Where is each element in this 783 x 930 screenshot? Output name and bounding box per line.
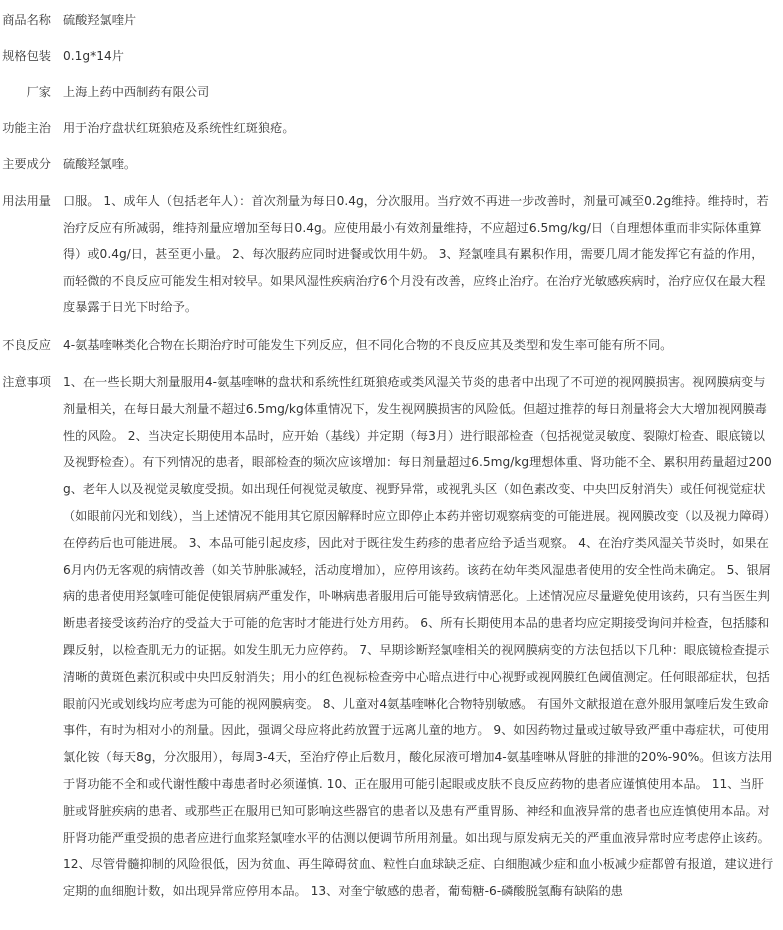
field-label: 主要成分	[2, 157, 51, 171]
product-notes: 1、在一些长期大剂量服用4-氨基喹啉的盘状和系统性红斑狼疮或类风湿关节炎的患者中出现了不可逆的视网膜损害。视网膜病变与剂量相关，在每日最大剂量不超过6.5mg/kg体重情况下，发生视网膜损害的风险低。但超过推荐的每日剂量将会大大增加视网膜毒性的风险。 2、当决定长期使用本品时，应开始（基线）并定期（每3月）进行眼部检查（包括视觉灵敏度、裂隙灯检查、眼底镜以及视野检查）。有下列情况的患者，眼部检查的频次应该增加：每日剂量超过6.5mg/kg理想体重、肾功能不全、累积用药量超过200g、老年人以及视觉灵敏度受损。如出现任何视觉灵敏度、视野异常，或视乳头区（如色素改变、中央凹反射消失）或任何视觉症状（如眼前闪光和划线），当上述情况不能用其它原因解释时应立即停止本药并密切观察病变的可能进展。视网膜改变（以及视力障碍）在停药后也可能进展。 3、本品可能引起皮疹，因此对于既往发生药疹的患者应给予适当观察。 4、在治疗类风湿关节炎时，如果在6月内仍无客观的病情改善（如关节肿胀减轻，活动度增加），应停用该药。该药在幼年类风湿患者使用的安全性尚未确定。 5、银屑病的患者使用羟氯喹可能促使银屑病严重发作，卟啉病患者服用后可能导致病情恶化。上述情况应尽量避免使用该药，只有当医生判断患者接受该药治疗的受益大于可能的危害时才能进行处方用药。 6、所有长期使用本品的患者均应定期接受询问并检查，包括膝和踝反射，以检查肌无力的证据。如发生肌无力应停药。 7、早期诊断羟氯喹相关的视网膜病变的方法包括以下几种：眼底镜检查提示清晰的黄斑色素沉积或中央凹反射消失；用小的红色视标检查旁中心暗点进行中心视野或视网膜红色阈值测定。任何眼部症状，包括眼前闪光或划线均应考虑为可能的视网膜病变。 8、儿童对4氨基喹啉化合物特别敏感。 有国外文献报道在意外服用氯喹后发生致命事件，有时为相对小的剂量。因此，强调父母应将此药放置于远离儿童的地方。 9、如因药物过量或过敏导致严重中毒症状，可使用氯化铵（每天8g，分次服用），每周3-4天，至治疗停止后数月，酸化尿液可增加4-氨基喹啉从肾脏的排泄的20%-90%。但该方法用于肾功能不全和或代谢性酸中毒患者时必须谨慎. 10、正在服用可能引起眼或皮肤不良反应药物的患者应谨慎使用本品。 11、当肝脏或肾脏疾病的患者、或那些正在服用已知可影响这些器官的患者以及患有严重胃肠、神经和血液异常的患者也应连慎使用本品。对肝肾功能严重受损的患者应进行血浆羟氯喹水平的估测以便调节所用剂量。如出现与原发病无关的严重血液异常时应考虑停止该药。 12、尽管骨髓抑制的风险很低，因为贫血、再生障碍贫血、粒性白血球缺乏症、白细胞减少症和血小板减少症都曾有报道，建议进行定期的血细胞计数，如出现异常应停用本品。 13、对奎宁敏感的患者，葡萄糖-6-磷酸脱氢酶有缺陷的患	[63, 374, 774, 899]
field-row-notes	[0, 369, 783, 905]
field-label: 厂家	[26, 85, 51, 99]
product-ingredient: 硫酸羟氯喹。	[63, 157, 137, 171]
field-row-name	[0, 8, 783, 32]
field-row-adverse	[0, 333, 783, 357]
field-label: 规格包装	[2, 49, 51, 63]
product-adverse: 4-氨基喹啉类化合物在长期治疗时可能发生下列反应，但不同化合物的不良反应其及类型和发生率可能有所不同。	[63, 337, 673, 352]
product-maker: 上海上药中西制药有限公司	[63, 85, 210, 99]
field-label: 用法用量	[2, 194, 51, 208]
field-row-spec	[0, 44, 783, 68]
field-row-maker	[0, 80, 783, 104]
field-label: 不良反应	[2, 337, 51, 352]
product-dosage: 口服。 1、成年人（包括老年人）：首次剂量为每日0.4g，分次服用。当疗效不再进一步改善时，剂量可减至0.2g维持。维持时，若治疗反应有所减弱，维持剂量应增加至每日0.4g。应使用最小有效剂量维持，不应超过6.5mg/kg/日（自理想体重而非实际体重算得）或0.4g/日，甚至更小量。 2、每次服药应同时进餐或饮用牛奶。 3、羟氯喹具有累积作用，需要几周才能发挥它有益的作用，而轻微的不良反应可能发生相对较早。如果风湿性疾病治疗6个月没有改善，应终止治疗。在治疗光敏感疾病时，治疗应仅在最大程度暴露于日光下时给予。	[63, 194, 769, 315]
field-label: 商品名称	[2, 13, 51, 27]
product-indication: 用于治疗盘状红斑狼疮及系统性红斑狼疮。	[63, 121, 295, 135]
field-row-dosage	[0, 188, 783, 321]
field-row-indication	[0, 116, 783, 140]
field-row-ingredient	[0, 152, 783, 176]
field-label: 注意事项	[2, 374, 51, 389]
product-name: 硫酸羟氯喹片	[63, 13, 137, 27]
field-label: 功能主治	[2, 121, 51, 135]
product-spec: 0.1g*14片	[63, 49, 124, 63]
